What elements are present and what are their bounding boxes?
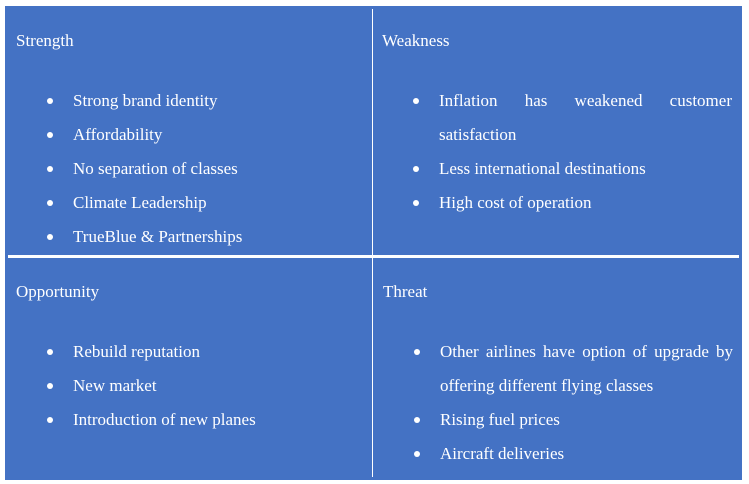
strength-item: TrueBlue & Partnerships [16, 220, 356, 254]
weakness-title: Weakness [382, 31, 450, 50]
opportunity-item: Introduction of new planes [16, 403, 356, 437]
threat-item: Rising fuel prices [383, 403, 733, 437]
strength-list [16, 84, 356, 254]
weakness-list [382, 84, 732, 220]
weakness-item: High cost of operation [382, 186, 732, 220]
strength-quadrant [16, 31, 356, 254]
threat-item: Aircraft deliveries [383, 437, 733, 471]
threat-list [383, 335, 733, 471]
threat-quadrant [383, 282, 733, 471]
strength-item: Climate Leadership [16, 186, 356, 220]
strength-title: Strength [16, 31, 74, 50]
opportunity-quadrant [16, 282, 356, 437]
opportunity-item: New market [16, 369, 356, 403]
weakness-item: Less international destinations [382, 152, 732, 186]
weakness-quadrant [382, 31, 732, 220]
strength-item: Affordability [16, 118, 356, 152]
opportunity-title: Opportunity [16, 282, 100, 301]
swot-table [5, 6, 742, 480]
vertical-divider [372, 9, 373, 477]
strength-item: No separation of classes [16, 152, 356, 186]
threat-item: Other airlines have option of upgrade by offering different flying classes [383, 335, 733, 403]
horizontal-divider [8, 255, 739, 258]
threat-title: Threat [383, 282, 428, 301]
opportunity-item: Rebuild reputation [16, 335, 356, 369]
weakness-item: Inflation has weakened customer satisfaction [382, 84, 732, 152]
strength-item: Strong brand identity [16, 84, 356, 118]
opportunity-list [16, 335, 356, 437]
